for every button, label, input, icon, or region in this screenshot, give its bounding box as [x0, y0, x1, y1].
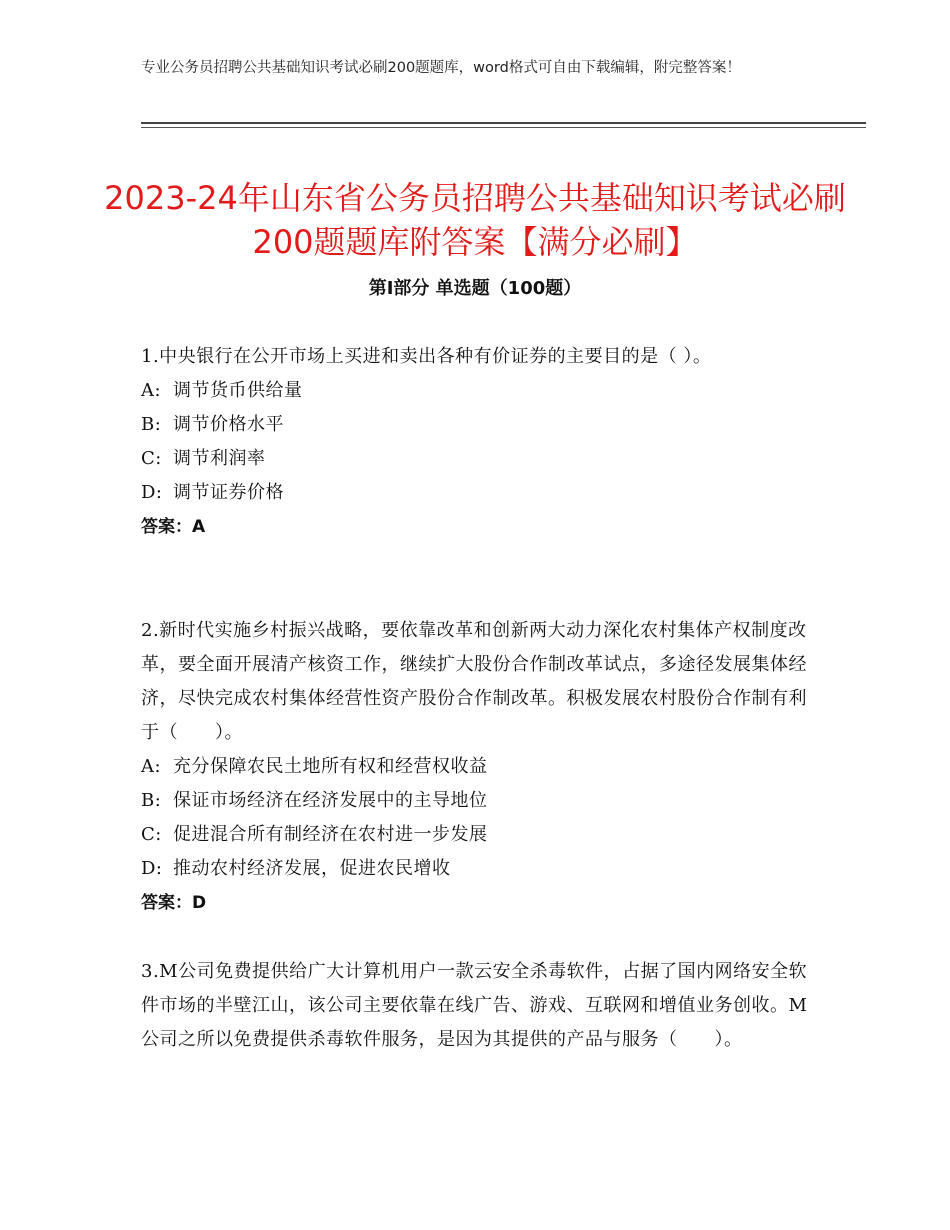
document-title: 2023-24年山东省公务员招聘公共基础知识考试必刷200题题库附答案【满分必刷】: [104, 179, 846, 262]
option-text: 促进混合所有制经济在农村进一步发展: [173, 824, 488, 845]
header-note: 专业公务员招聘公共基础知识考试必刷200题题库，word格式可自由下载编辑，附完整答案！: [141, 60, 741, 76]
option-letter: B:: [141, 790, 162, 811]
option-a: [141, 750, 821, 784]
option-b: [141, 784, 821, 818]
option-letter: B:: [141, 414, 162, 435]
option-b: [141, 408, 821, 442]
option-text: 调节利润率: [173, 448, 266, 469]
option-letter: D:: [141, 482, 163, 503]
option-text: 调节证券价格: [173, 482, 284, 503]
option-text: 推动农村经济发展，促进农民增收: [173, 858, 451, 879]
question-3: [141, 955, 821, 1057]
answer: 答案：A: [141, 517, 206, 537]
option-text: 充分保障农民土地所有权和经营权收益: [173, 756, 488, 777]
question-1: [141, 340, 821, 544]
option-letter: C:: [141, 824, 162, 845]
section-heading: 第Ⅰ部分 单选题（100题）: [368, 278, 582, 299]
question-stem: 2.新时代实施乡村振兴战略，要依靠改革和创新两大动力深化农村集体产权制度改革，要全面开展清产核资工作，继续扩大股份合作制改革试点，多途径发展集体经济，尽快完成农村集体经营性资产股份合作制改革。积极发展农村股份合作制有利于（ ）。: [141, 620, 807, 743]
option-letter: D:: [141, 858, 163, 879]
option-d: [141, 852, 821, 886]
option-a: [141, 374, 821, 408]
option-c: [141, 442, 821, 476]
option-text: 保证市场经济在经济发展中的主导地位: [173, 790, 488, 811]
option-c: [141, 818, 821, 852]
option-d: [141, 476, 821, 510]
option-text: 调节价格水平: [173, 414, 284, 435]
question-2: [141, 614, 821, 920]
question-stem: 1.中央银行在公开市场上买进和卖出各种有价证券的主要目的是（ ）。: [141, 346, 712, 367]
header-divider-thick: [141, 122, 866, 124]
option-letter: A:: [141, 380, 162, 401]
question-stem: 3.M公司免费提供给广大计算机用户一款云安全杀毒软件，占据了国内网络安全软件市场的半壁江山，该公司主要依靠在线广告、游戏、互联网和增值业务创收。M公司之所以免费提供杀毒软件服务，是因为其提供的产品与服务（ ）。: [141, 961, 808, 1050]
answer: 答案：D: [141, 893, 207, 913]
header-divider-thin: [141, 127, 866, 128]
option-letter: A:: [141, 756, 162, 777]
option-text: 调节货币供给量: [173, 380, 303, 401]
option-letter: C:: [141, 448, 162, 469]
